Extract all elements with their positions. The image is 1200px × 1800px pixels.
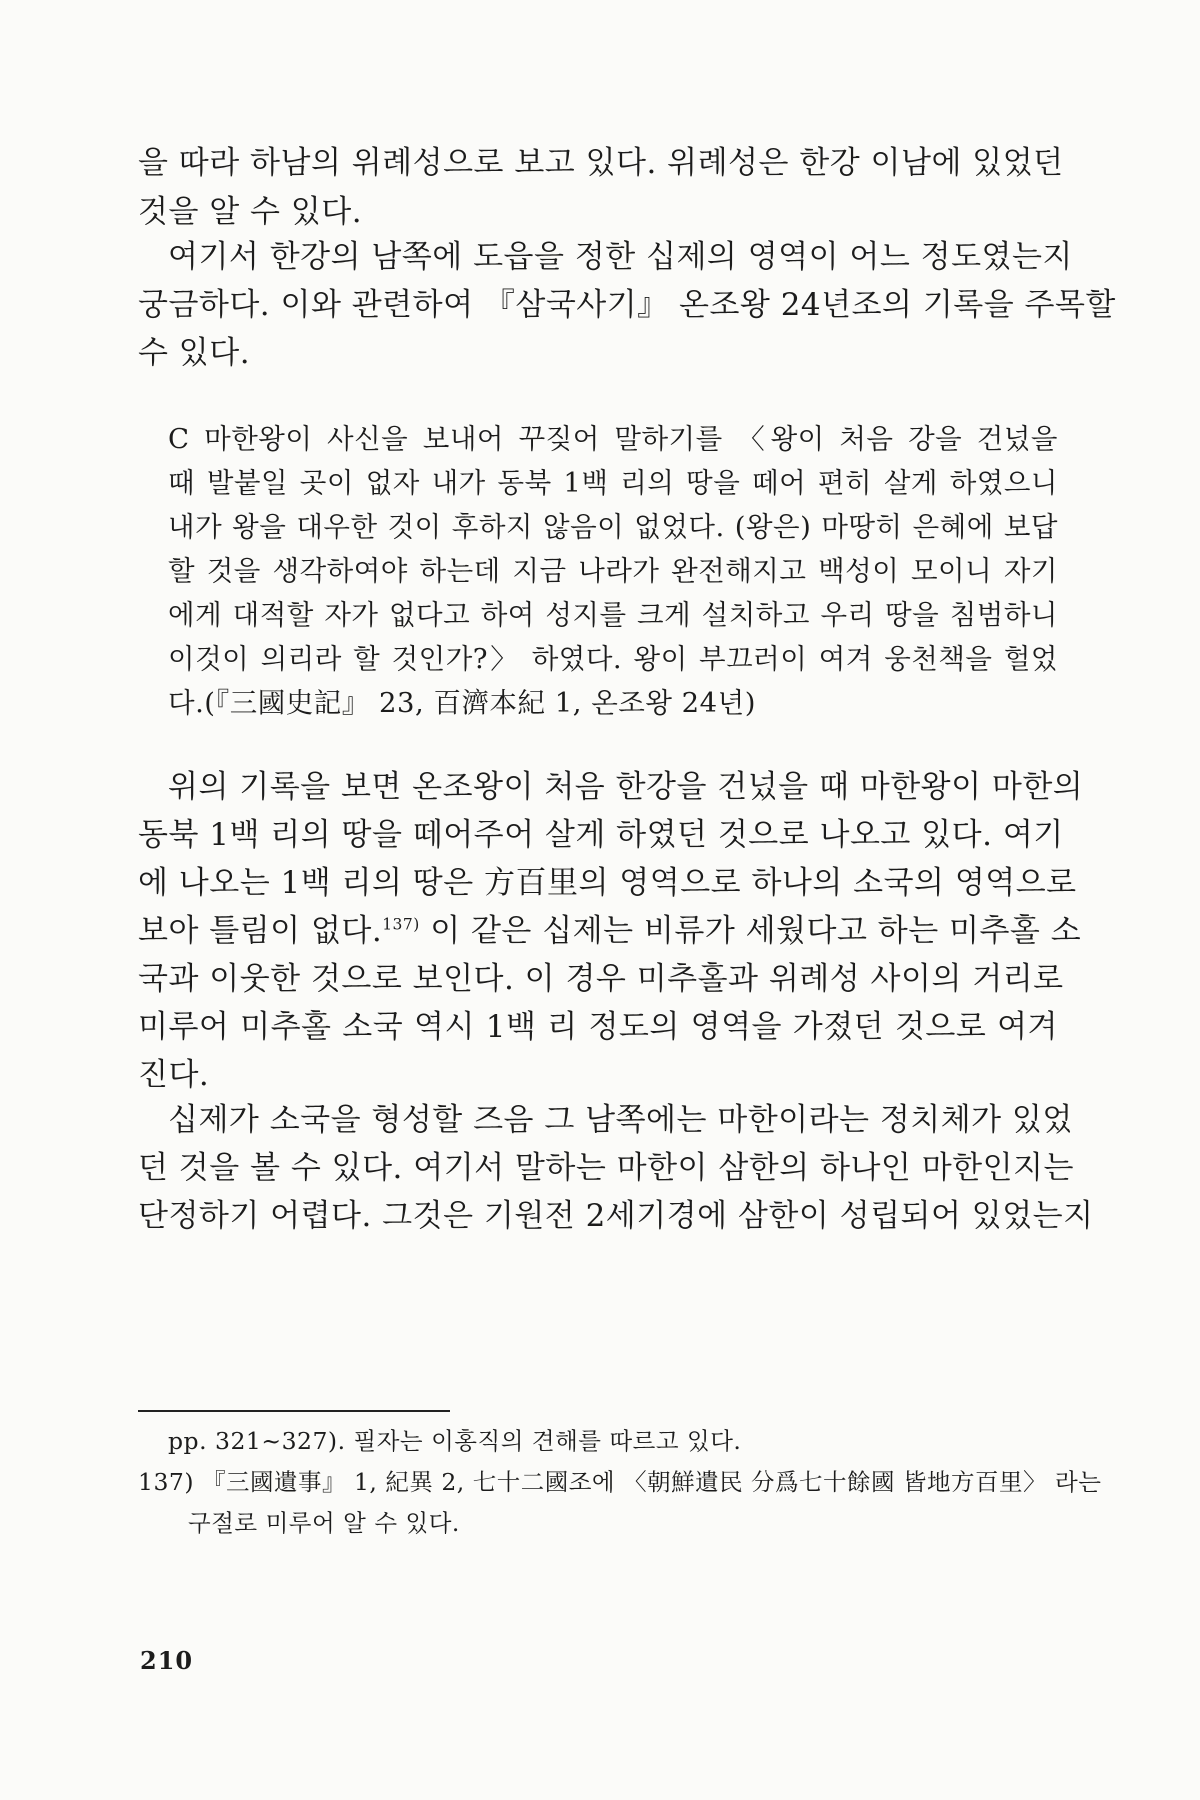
- footnote-line: pp. 321~327). 필자는 이홍직의 견해를 따르고 있다.: [168, 1427, 742, 1455]
- body-line: 을 따라 하남의 위례성으로 보고 있다. 위례성은 한강 이남에 있었던: [138, 145, 1064, 181]
- quote-line: 이것이 의리라 할 것인가?〉 하였다. 왕이 부끄러이 여겨 웅천책을 헐었: [168, 643, 1058, 675]
- quote-line: 때 발붙일 곳이 없자 내가 동북 1백 리의 땅을 떼어 편히 살게 하였으니: [168, 467, 1058, 499]
- body-line: 던 것을 볼 수 있다. 여기서 말하는 마한이 삼한의 하나인 마한인지는: [138, 1150, 1074, 1186]
- body-line: 에 나오는 1백 리의 땅은 方百里의 영역으로 하나의 소국의 영역으로: [138, 865, 1077, 901]
- quote-line: 할 것을 생각하여야 하는데 지금 나라가 완전해지고 백성이 모이니 자기: [168, 555, 1058, 587]
- body-line: 동북 1백 리의 땅을 떼어주어 살게 하였던 것으로 나오고 있다. 여기: [138, 817, 1064, 853]
- body-line: 십제가 소국을 형성할 즈음 그 남쪽에는 마한이라는 정치체가 있었: [168, 1102, 1073, 1138]
- body-line: 위의 기록을 보면 온조왕이 처음 한강을 건넜을 때 마한왕이 마한의: [168, 769, 1084, 805]
- footnote-line: 137) 『三國遺事』 1, 紀異 2, 七十二國조에 〈朝鮮遺民 分爲七十餘國 皆地方百里〉 라는: [138, 1468, 1102, 1496]
- body-line: 미루어 미추홀 소국 역시 1백 리 정도의 영역을 가졌던 것으로 여겨: [138, 1009, 1058, 1045]
- body-line-with-footnote: [138, 911, 1082, 951]
- body-line: 국과 이웃한 것으로 보인다. 이 경우 미추홀과 위례성 사이의 거리로: [138, 961, 1064, 997]
- page-number: 210: [140, 1646, 194, 1675]
- quote-line: 내가 왕을 대우한 것이 후하지 않음이 없었다. (왕은) 마땅히 은혜에 보답: [168, 511, 1058, 543]
- body-line: 것을 알 수 있다.: [138, 194, 363, 230]
- footnote-ref: 137): [382, 915, 420, 934]
- body-line: 수 있다.: [138, 335, 251, 371]
- body-line: 궁금하다. 이와 관련하여 『삼국사기』 온조왕 24년조의 기록을 주목할: [138, 287, 1116, 323]
- footnote-divider: [138, 1410, 450, 1412]
- quote-line: C 마한왕이 사신을 보내어 꾸짖어 말하기를 〈왕이 처음 강을 건넜을: [168, 423, 1058, 455]
- body-line: 여기서 한강의 남쪽에 도읍을 정한 십제의 영역이 어느 정도였는지: [168, 239, 1073, 275]
- body-line: 단정하기 어렵다. 그것은 기원전 2세기경에 삼한이 성립되어 있었는지: [138, 1198, 1094, 1234]
- text-segment: 보아 틀림이 없다.: [138, 913, 383, 949]
- quote-line: 다.(『三國史記』 23, 百濟本紀 1, 온조왕 24년): [168, 687, 756, 719]
- body-line: 진다.: [138, 1057, 210, 1093]
- text-segment: 이 같은 십제는 비류가 세웠다고 하는 미추홀 소: [430, 913, 1082, 949]
- footnote-line: 구절로 미루어 알 수 있다.: [188, 1509, 460, 1537]
- quote-line: 에게 대적할 자가 없다고 하여 성지를 크게 설치하고 우리 땅을 침범하니: [168, 599, 1058, 631]
